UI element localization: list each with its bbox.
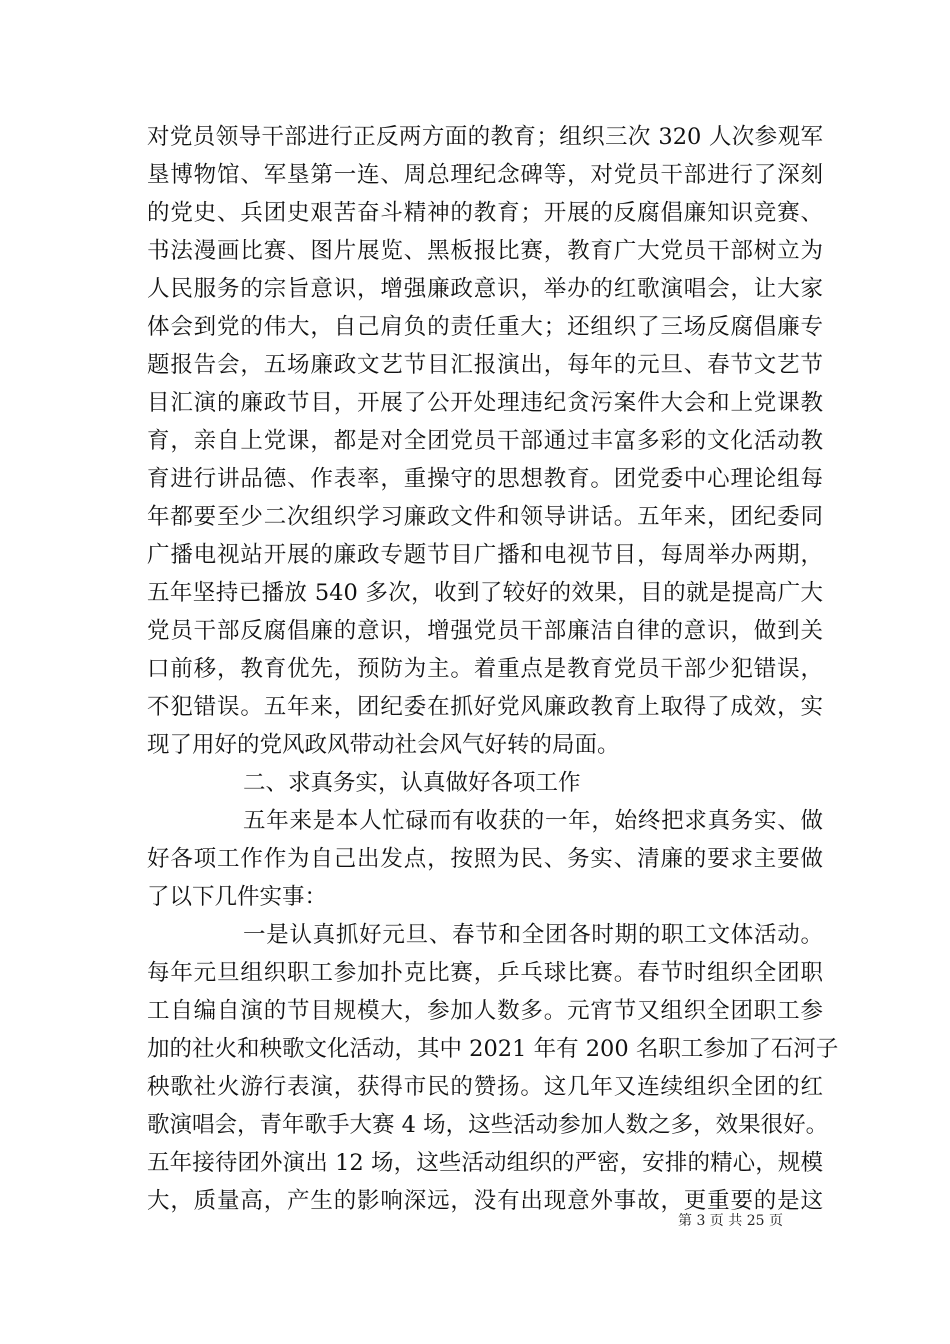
text-line: 工自编自演的节目规模大，参加人数多。元宵节又组织全团职工参 [147,998,823,1024]
text-line: 五年接待团外演出 12 场，这些活动组织的严密，安排的精心，规模 [147,1150,823,1176]
paragraph-2 [147,802,823,916]
text-line: 一是认真抓好元旦、春节和全团各时期的职工文体活动。 [243,922,823,948]
section-heading: 二、求真务实，认真做好各项工作 [243,770,581,796]
text-line: 秧歌社火游行表演，获得市民的赞扬。这几年又连续组织全团的红 [147,1074,823,1100]
text-line: 育进行讲品德、作表率，重操守的思想教育。团党委中心理论组每 [147,466,823,492]
paragraph-1 [147,118,823,764]
text-line: 好各项工作作为自己出发点，按照为民、务实、清廉的要求主要做 [147,846,823,872]
text-line: 的党史、兵团史艰苦奋斗精神的教育；开展的反腐倡廉知识竞赛、 [147,200,823,226]
text-line: 体会到党的伟大，自己肩负的责任重大；还组织了三场反腐倡廉专 [147,314,823,340]
text-line: 了以下几件实事： [147,884,328,910]
text-line: 五年来是本人忙碌而有收获的一年，始终把求真务实、做 [243,808,823,834]
text-line: 不犯错误。五年来，团纪委在抓好党风廉政教育上取得了成效，实 [147,694,823,720]
text-line: 年都要至少二次组织学习廉政文件和领导讲话。五年来，团纪委同 [147,504,823,530]
text-line: 人民服务的宗旨意识，增强廉政意识，举办的红歌演唱会，让大家 [147,276,823,302]
text-line: 五年坚持已播放 540 多次，收到了较好的效果，目的就是提高广大 [147,580,823,606]
text-line: 现了用好的党风政风带动社会风气好转的局面。 [147,732,620,758]
page-number: 第 3 页 共 25 页 [678,1213,783,1229]
text-line: 党员干部反腐倡廉的意识，增强党员干部廉洁自律的意识，做到关 [147,618,823,644]
text-line: 垦博物馆、军垦第一连、周总理纪念碑等，对党员干部进行了深刻 [147,162,823,188]
text-line: 目汇演的廉政节目，开展了公开处理违纪贪污案件大会和上党课教 [147,390,823,416]
text-line: 每年元旦组织职工参加扑克比赛，乒乓球比赛。春节时组织全团职 [147,960,823,986]
paragraph-3 [147,916,839,1220]
text-line: 口前移，教育优先，预防为主。着重点是教育党员干部少犯错误， [147,656,823,682]
text-line: 书法漫画比赛、图片展览、黑板报比赛，教育广大党员干部树立为 [147,238,823,264]
text-line: 加的社火和秧歌文化活动，其中 2021 年有 200 名职工参加了石河子 [147,1036,839,1062]
text-line: 广播电视站开展的廉政专题节目广播和电视节目，每周举办两期， [147,542,823,568]
text-line: 题报告会，五场廉政文艺节目汇报演出，每年的元旦、春节文艺节 [147,352,823,378]
text-line: 对党员领导干部进行正反两方面的教育；组织三次 320 人次参观军 [147,124,823,150]
text-line: 育，亲自上党课，都是对全团党员干部通过丰富多彩的文化活动教 [147,428,823,454]
body-text [147,118,839,1220]
text-line: 歌演唱会，青年歌手大赛 4 场，这些活动参加人数之多，效果很好。 [147,1112,829,1138]
text-line: 大，质量高，产生的影响深远，没有出现意外事故，更重要的是这 [147,1188,823,1214]
